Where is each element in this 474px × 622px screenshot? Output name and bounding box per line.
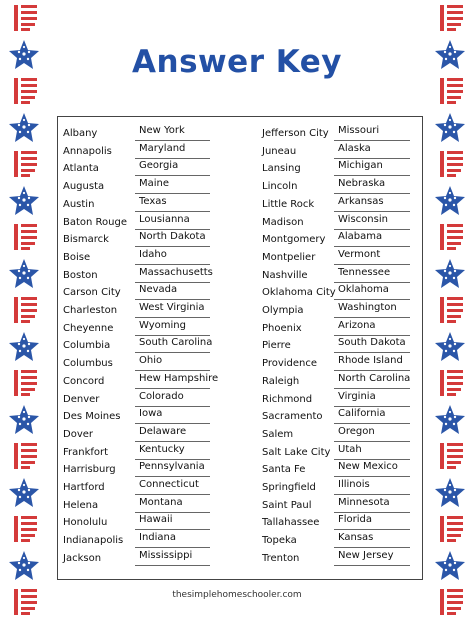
state-answer: Delaware bbox=[139, 425, 187, 437]
answer-row bbox=[58, 549, 424, 570]
answer-line bbox=[334, 352, 410, 353]
capital-name: Tallahassee bbox=[262, 517, 320, 529]
state-answer: Washington bbox=[338, 302, 397, 313]
state-answer: Maryland bbox=[139, 142, 186, 154]
state-answer: Oregon bbox=[338, 425, 375, 437]
capital-name: Pierre bbox=[262, 340, 291, 352]
state-answer: Indiana bbox=[139, 532, 177, 544]
capital-name: Providence bbox=[262, 358, 318, 370]
state-answer: Georgia bbox=[139, 160, 179, 172]
state-answer: New Jersey bbox=[338, 549, 394, 561]
capital-name: Nashville bbox=[262, 269, 308, 281]
answer-line bbox=[334, 335, 410, 336]
page-title: Answer Key bbox=[132, 44, 342, 80]
state-answer: Kentucky bbox=[139, 443, 185, 455]
answer-line bbox=[334, 494, 410, 495]
capital-name: Honolulu bbox=[63, 517, 108, 529]
state-answer: California bbox=[338, 408, 386, 420]
state-answer: Alaska bbox=[338, 142, 371, 154]
answer-line bbox=[334, 211, 410, 212]
state-answer: Missouri bbox=[338, 125, 380, 136]
answer-line bbox=[334, 158, 410, 159]
state-answer: Nevada bbox=[139, 284, 178, 296]
state-answer: South Dakota bbox=[338, 337, 406, 349]
state-answer: Colorado bbox=[139, 390, 184, 402]
blue-star-icon bbox=[8, 550, 40, 582]
capital-name: Augusta bbox=[63, 181, 105, 193]
state-answer: Iowa bbox=[139, 408, 163, 420]
state-answer: Arkansas bbox=[338, 195, 384, 207]
state-answer: Hew Hampshire bbox=[139, 372, 219, 384]
answer-line bbox=[334, 512, 410, 513]
capital-name: Frankfort bbox=[63, 446, 109, 458]
striped-star-icon bbox=[8, 440, 40, 472]
state-answer: Rhode Island bbox=[338, 355, 403, 367]
right-star-border bbox=[434, 0, 468, 614]
state-answer: Alabama bbox=[338, 231, 383, 243]
capital-name: Salt Lake City bbox=[262, 446, 331, 458]
striped-star-icon bbox=[8, 2, 40, 34]
blue-star-icon bbox=[8, 404, 40, 436]
capital-name: Dover bbox=[63, 428, 93, 440]
state-answer: Nebraska bbox=[338, 178, 386, 190]
state-answer: Idaho bbox=[139, 248, 167, 260]
capital-name: Jefferson City bbox=[262, 128, 329, 139]
capital-name: Madison bbox=[262, 216, 304, 228]
blue-star-icon bbox=[434, 404, 466, 436]
state-answer: Virginia bbox=[338, 390, 376, 402]
capital-name: Columbia bbox=[63, 340, 111, 352]
capital-name: Baton Rouge bbox=[63, 216, 127, 228]
capital-name: Lincoln bbox=[262, 181, 298, 193]
answer-line bbox=[334, 388, 410, 389]
capital-name: Topeka bbox=[262, 535, 297, 547]
blue-star-icon bbox=[434, 185, 466, 217]
blue-star-icon bbox=[434, 550, 466, 582]
state-answer: New York bbox=[139, 125, 185, 136]
capital-name: Cheyenne bbox=[63, 322, 114, 334]
striped-star-icon bbox=[434, 2, 466, 34]
capital-name: Austin bbox=[63, 198, 95, 210]
capital-name: Charleston bbox=[63, 305, 118, 316]
state-answer: Wyoming bbox=[139, 319, 186, 331]
capital-name: Des Moines bbox=[63, 411, 121, 423]
striped-star-icon bbox=[434, 221, 466, 253]
state-answer: Wisconsin bbox=[338, 213, 388, 225]
blue-star-icon bbox=[434, 112, 466, 144]
state-answer: Minnesota bbox=[338, 496, 390, 508]
answer-line bbox=[334, 193, 410, 194]
answer-line bbox=[334, 282, 410, 283]
capital-name: Santa Fe bbox=[262, 464, 306, 476]
state-answer: Texas bbox=[139, 195, 167, 207]
blue-star-icon bbox=[8, 477, 40, 509]
striped-star-icon bbox=[434, 294, 466, 326]
state-answer: Oklahoma bbox=[338, 284, 389, 296]
capital-name: Lansing bbox=[262, 163, 301, 175]
striped-star-icon bbox=[434, 513, 466, 545]
answer-row bbox=[58, 425, 424, 446]
blue-star-icon bbox=[434, 477, 466, 509]
capital-name: Denver bbox=[63, 393, 100, 405]
capital-name: Concord bbox=[63, 375, 105, 387]
state-answer: Connecticut bbox=[139, 479, 199, 490]
state-answer: Ohio bbox=[139, 355, 163, 367]
state-answer: Maine bbox=[139, 178, 170, 190]
capital-name: Juneau bbox=[262, 145, 297, 157]
state-answer: New Mexico bbox=[338, 461, 398, 473]
left-star-border bbox=[8, 0, 42, 614]
blue-star-icon bbox=[434, 331, 466, 363]
answer-line bbox=[334, 476, 410, 477]
striped-star-icon bbox=[8, 367, 40, 399]
state-answer: Arizona bbox=[338, 319, 376, 331]
capital-name: Little Rock bbox=[262, 198, 315, 210]
state-answer: Mississippi bbox=[139, 549, 193, 561]
capital-name: Annapolis bbox=[63, 145, 112, 157]
answer-line bbox=[334, 140, 410, 141]
answer-line bbox=[334, 317, 410, 318]
state-answer: Kansas bbox=[338, 532, 374, 544]
state-answer: South Carolina bbox=[139, 337, 213, 349]
answer-key-box bbox=[57, 116, 423, 580]
answer-line bbox=[334, 370, 410, 371]
blue-star-icon bbox=[8, 258, 40, 290]
state-answer: Utah bbox=[338, 443, 362, 455]
capital-name: Boston bbox=[63, 269, 98, 281]
capital-name: Trenton bbox=[262, 552, 300, 564]
capital-name: Boise bbox=[63, 251, 91, 263]
state-answer: Vermont bbox=[338, 248, 381, 260]
capital-name: Albany bbox=[63, 128, 98, 139]
footer-website: thesimplehomeschooler.com bbox=[172, 590, 302, 600]
capital-name: Salem bbox=[262, 428, 294, 440]
state-answer: Lousianna bbox=[139, 213, 190, 225]
striped-star-icon bbox=[434, 440, 466, 472]
state-answer: Hawaii bbox=[139, 514, 173, 526]
capital-name: Atlanta bbox=[63, 163, 99, 175]
blue-star-icon bbox=[434, 258, 466, 290]
answer-line bbox=[334, 406, 410, 407]
capital-name: Bismarck bbox=[63, 234, 109, 246]
answer-line bbox=[334, 175, 410, 176]
state-answer: North Dakota bbox=[139, 231, 206, 243]
answer-line bbox=[334, 459, 410, 460]
answer-line bbox=[334, 547, 410, 548]
answer-line bbox=[334, 441, 410, 442]
capital-name: Columbus bbox=[63, 358, 113, 370]
capital-name: Saint Paul bbox=[262, 499, 312, 511]
capital-name: Richmond bbox=[262, 393, 313, 405]
striped-star-icon bbox=[8, 513, 40, 545]
answer-line bbox=[334, 423, 410, 424]
capital-name: Phoenix bbox=[262, 322, 302, 334]
striped-star-icon bbox=[8, 221, 40, 253]
striped-star-icon bbox=[8, 148, 40, 180]
state-answer: Michigan bbox=[338, 160, 383, 172]
answer-line bbox=[334, 565, 410, 566]
blue-star-icon bbox=[8, 185, 40, 217]
striped-star-icon bbox=[434, 367, 466, 399]
striped-star-icon bbox=[8, 294, 40, 326]
state-answer: Pennsylvania bbox=[139, 461, 205, 473]
capital-name: Raleigh bbox=[262, 375, 300, 387]
capital-name: Harrisburg bbox=[63, 464, 116, 476]
answer-line bbox=[334, 299, 410, 300]
capital-name: Oklahoma City bbox=[262, 287, 336, 299]
answer-line bbox=[334, 246, 410, 247]
capital-name: Jackson bbox=[63, 552, 102, 564]
answer-line bbox=[334, 529, 410, 530]
blue-star-icon bbox=[8, 331, 40, 363]
state-answer: North Carolina bbox=[338, 372, 411, 384]
capital-name: Sacramento bbox=[262, 411, 323, 423]
state-answer: Florida bbox=[338, 514, 373, 526]
capital-name: Indianapolis bbox=[63, 535, 124, 547]
capital-name: Montgomery bbox=[262, 234, 326, 246]
capital-name: Montpelier bbox=[262, 251, 316, 263]
state-answer: Tennessee bbox=[338, 266, 391, 278]
capital-name: Carson City bbox=[63, 287, 121, 299]
blue-star-icon bbox=[8, 112, 40, 144]
capital-name: Hartford bbox=[63, 482, 105, 493]
state-answer: Massachusetts bbox=[139, 266, 213, 278]
answer-line bbox=[334, 264, 410, 265]
striped-star-icon bbox=[434, 148, 466, 180]
state-answer: Montana bbox=[139, 496, 183, 508]
state-answer: West Virginia bbox=[139, 302, 205, 313]
state-answer: Illinois bbox=[338, 479, 370, 490]
capital-name: Springfield bbox=[262, 482, 316, 493]
capital-name: Helena bbox=[63, 499, 99, 511]
capital-name: Olympia bbox=[262, 305, 304, 316]
answer-line bbox=[334, 229, 410, 230]
